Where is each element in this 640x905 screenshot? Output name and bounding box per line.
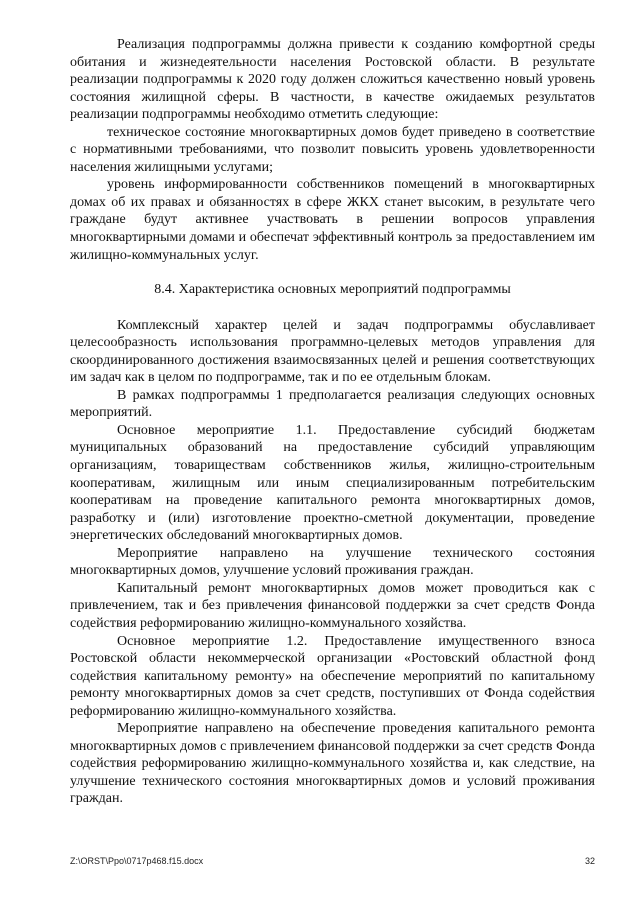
paragraph-main-activities-intro: В рамках подпрограммы 1 предполагается реализация следующих основных мероприятий. xyxy=(70,387,595,421)
page-body xyxy=(70,36,595,808)
paragraph-activity-1-2: Основное мероприятие 1.2. Предоставление имущественного взноса Ростовской области некоммерческой организации «Ростовский областной фонд содействия капитальному ремонту» на обеспечение мероприятий по капитальному ремонту многоквартирных домов за счет средств, поступивших от Фонда содействия реформированию жилищно-коммунального хозяйства. xyxy=(70,633,595,719)
paragraph-activity-1-1: Основное мероприятие 1.1. Предоставление субсидий бюджетам муниципальных образований на предоставление субсидий управляющим организациям, товариществам собственников жилья, жилищно-строительным кооперативам, жилищным или иным специализированным потребительским кооперативам на проведение капитального ремонта многоквартирных домов, разработку и (или) изготовление проектно-сметной документации, проведение энергетических обследований многоквартирных домов. xyxy=(70,422,595,544)
list-item-awareness: уровень информированности собственников помещений в многоквартирных домах об их правах и обязанностях в сфере ЖКХ станет высоким, в результате чего граждане будут активнее участвовать в решении вопросов управления многоквартирными домами и обеспечат эффективный контроль за предоставлением им жилищно-коммунальных услуг. xyxy=(70,177,595,263)
spacer xyxy=(70,299,595,317)
section-heading: 8.4. Характеристика основных мероприятий подпрограммы xyxy=(154,282,511,298)
paragraph-capital-repair: Капитальный ремонт многоквартирных домов может проводиться как с привлечением, так и без привлечения финансовой поддержки за счет средств Фонда содействия реформированию жилищно-коммунального хозяйства. xyxy=(70,580,595,631)
page-number: 32 xyxy=(584,856,595,866)
list-item-technical-state: техническое состояние многоквартирных домов будет приведено в соответствие с нормативными требованиями, что позволит повысить уровень удовлетворенности населения жилищными услугами; xyxy=(70,124,595,175)
file-path: Z:\ORST\Ppo\0717p468.f15.docx xyxy=(70,856,204,866)
paragraph-activity-1-1-aim: Мероприятие направлено на улучшение технического состояния многоквартирных домов, улучшение условий проживания граждан. xyxy=(70,545,595,579)
paragraph-expected-results: Реализация подпрограммы должна привести к созданию комфортной среды обитания и жизнедеятельности населения Ростовской области. В результате реализации подпрограммы к 2020 году должен сложиться качественно новый уровень состояния жилищной сферы. В частности, в качестве ожидаемых результатов реализации подпрограммы необходимо отметить следующие: xyxy=(70,37,595,123)
paragraph-activity-1-2-aim: Мероприятие направлено на обеспечение проведения капитального ремонта многоквартирных домов с привлечением финансовой поддержки за счет средств Фонда содействия реформированию жилищно-коммунального хозяйства и, как следствие, на улучшение технического состояния многоквартирных домов и условий проживания граждан. xyxy=(70,721,595,807)
paragraph-complex-character: Комплексный характер целей и задач подпрограммы обуславливает целесообразность использования программно-целевых методов управления для скоординированного достижения взаимосвязанных целей и решения соответствующих им задач как в целом по подпрограмме, так и по ее отдельным блокам. xyxy=(70,317,595,386)
spacer xyxy=(70,264,595,281)
